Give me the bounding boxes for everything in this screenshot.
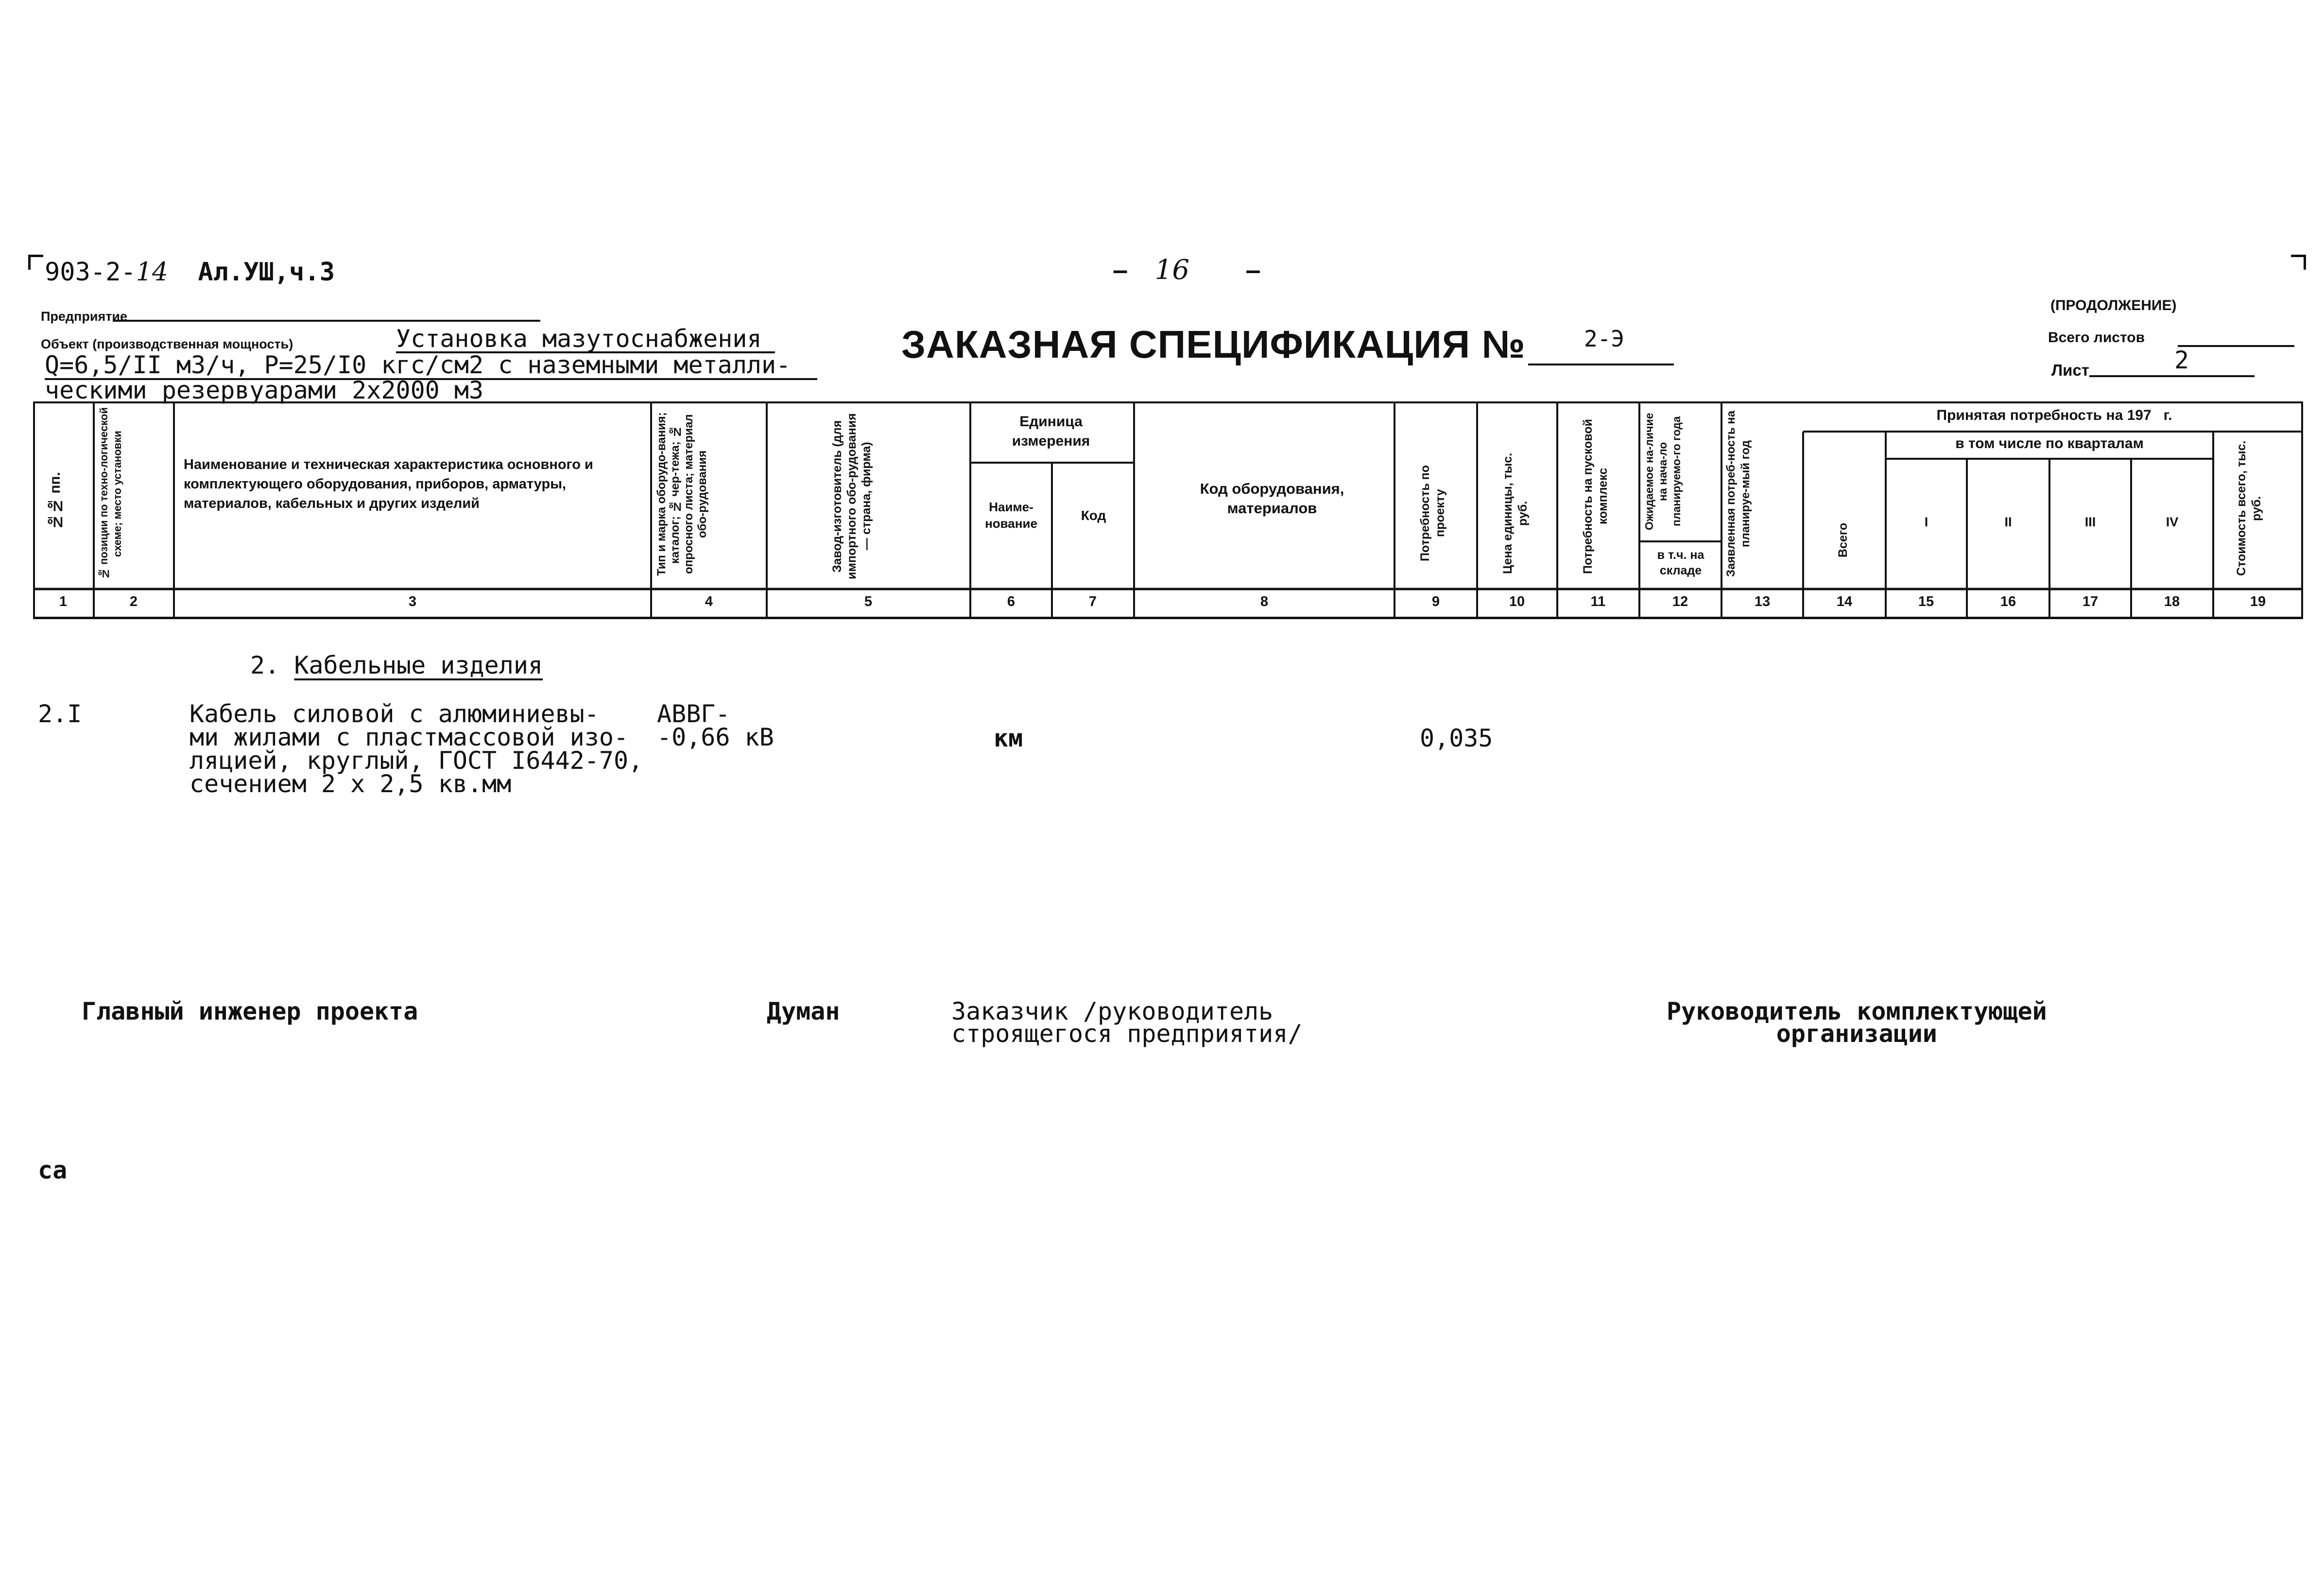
col-num-8: 8: [1260, 594, 1269, 609]
item-quantity: 0,035: [1420, 724, 1493, 752]
col-num-19: 19: [2250, 594, 2266, 609]
col-header-14: Всего: [1836, 522, 1850, 557]
continuation-label: (ПРОДОЛЖЕНИЕ): [2050, 297, 2177, 313]
col-header-1: №№ пп.: [47, 472, 63, 530]
quarters-group-header: в том числе по кварталам: [1955, 435, 2144, 451]
col-num-10: 10: [1509, 594, 1525, 609]
col-header-2: № позиции по техно-логической схеме; место установки: [98, 407, 123, 580]
doc-code-text: 903-2-: [45, 258, 136, 287]
customer-signature: [951, 997, 1303, 1048]
section-number: 2.: [250, 651, 280, 679]
col-num-2: 2: [129, 594, 138, 609]
col-header-6: Наиме-нование: [985, 500, 1037, 531]
col-header-13: Заявленная потреб-ность на планируе-мый год: [1724, 410, 1752, 577]
customer-line-2: строящегося предприятия/: [951, 1020, 1303, 1048]
col-header-4: Тип и марка оборудо-вания; каталог; № чер-тежа; № опросного листа; материал обо-рудования: [655, 412, 709, 576]
col-num-9: 9: [1431, 594, 1440, 609]
spec-number-line: [1528, 364, 1674, 365]
section-title: Кабельные изделия: [294, 651, 543, 679]
head-line-2: организации: [1776, 1020, 1937, 1048]
accepted-group-header: Принятая потребность на 197 г.: [1936, 407, 2172, 423]
enterprise-line: [113, 320, 540, 322]
col-num-1: 1: [59, 594, 68, 609]
col-num-5: 5: [864, 594, 873, 609]
col-num-13: 13: [1754, 594, 1771, 609]
document-code: [45, 258, 335, 287]
col-header-16: II: [2004, 515, 2012, 529]
page-number: 16: [1154, 254, 1189, 286]
dash-right: –: [1245, 254, 1261, 285]
item-type-line-1: АВВГ-: [657, 700, 730, 728]
chief-engineer-label: Главный инженер проекта: [82, 997, 418, 1025]
col-num-3: 3: [408, 594, 417, 609]
item-type: [657, 702, 774, 749]
object-line-1: Установка мазутоснабжения: [396, 325, 762, 353]
total-sheets-label: Всего листов: [2048, 330, 2145, 346]
col-num-11: 11: [1590, 594, 1606, 609]
col-num-14: 14: [1836, 594, 1853, 609]
col-num-7: 7: [1088, 594, 1097, 609]
col-header-9: Потребность по проекту: [1418, 465, 1447, 562]
sheet-value: 2: [2174, 346, 2189, 374]
col-num-17: 17: [2082, 594, 2099, 609]
col-num-15: 15: [1918, 594, 1934, 609]
title-text: ЗАКАЗНАЯ СПЕЦИФИКАЦИЯ №: [901, 323, 1526, 366]
corner-mark-left: [28, 255, 43, 270]
enterprise-label: Предприятие: [41, 309, 128, 324]
sheet-line: [2089, 375, 2255, 377]
col-header-5: Завод-изготовитель (для импортного обо-рудования — страна, фирма): [830, 413, 873, 579]
corner-mark-right: [2291, 255, 2306, 270]
spec-number: 2-Э: [1584, 326, 1625, 352]
item-unit: км: [994, 724, 1023, 752]
sheet-label: Лист: [2051, 361, 2089, 379]
col-header-19: Стоимость всего, тыс. руб.: [2235, 440, 2263, 576]
section-heading: [250, 651, 543, 679]
object-line-3: ческими резервуарами 2х2000 м3: [45, 376, 484, 404]
footer-mark: са: [38, 1156, 68, 1184]
col-header-18: IV: [2166, 515, 2179, 529]
doc-code-handwritten: 14: [136, 258, 169, 287]
col-header-3: Наименование и техническая характеристика основного и комплектующего оборудования, приборов, арматуры, материалов, кабельных и других изделий: [184, 457, 593, 511]
album-reference: Ал.УШ,ч.3: [198, 258, 335, 287]
col-num-18: 18: [2164, 594, 2180, 609]
item-type-line-2: -0,66 кВ: [657, 723, 774, 751]
item-name-line-1: Кабель силовой с алюминиевы-: [189, 700, 599, 728]
col-header-8: Код оборудования, материалов: [1200, 480, 1344, 517]
item-name-line-4: сечением 2 х 2,5 кв.мм: [189, 770, 512, 798]
head-organization-signature: [1667, 997, 2047, 1048]
col-header-17: III: [2084, 515, 2096, 529]
dash-left: –: [1113, 254, 1128, 285]
item-name-line-2: ми жилами с пластмассовой изо-: [189, 723, 629, 751]
spec-table: [33, 401, 2303, 619]
col-header-7: Код: [1081, 508, 1106, 523]
col-num-4: 4: [705, 594, 713, 609]
col-num-6: 6: [1007, 594, 1016, 609]
item-name: [189, 702, 643, 796]
col-header-12-top: Ожидаемое на-личие на нача-ло планируемо-го года: [1643, 413, 1683, 530]
unit-group-header: Единица измерения: [1012, 414, 1090, 449]
object-line-2: Q=6,5/II м3/ч, Р=25/I0 кгс/см2 с наземными металли-: [45, 351, 791, 379]
col-header-10: Цена единицы, тыс. руб.: [1501, 452, 1530, 574]
col-header-12-bottom: в т.ч. на складе: [1657, 548, 1704, 577]
total-sheets-line: [2178, 345, 2294, 347]
col-num-16: 16: [2000, 594, 2016, 609]
col-header-11: Потребность на пусковой комплекс: [1581, 418, 1610, 574]
item-name-line-3: ляцией, круглый, ГОСТ I6442-70,: [189, 746, 643, 775]
chief-engineer-name: Думан: [767, 997, 840, 1025]
item-number: 2.I: [38, 700, 82, 728]
col-header-15: I: [1924, 515, 1928, 529]
col-num-12: 12: [1672, 594, 1688, 609]
customer-line-1: Заказчик /руководитель: [951, 997, 1274, 1025]
page-title: [901, 322, 1526, 367]
page-number-block: [1113, 254, 1261, 286]
head-line-1: Руководитель комплектующей: [1667, 997, 2047, 1025]
object-label: Объект (производственная мощность): [41, 337, 293, 351]
